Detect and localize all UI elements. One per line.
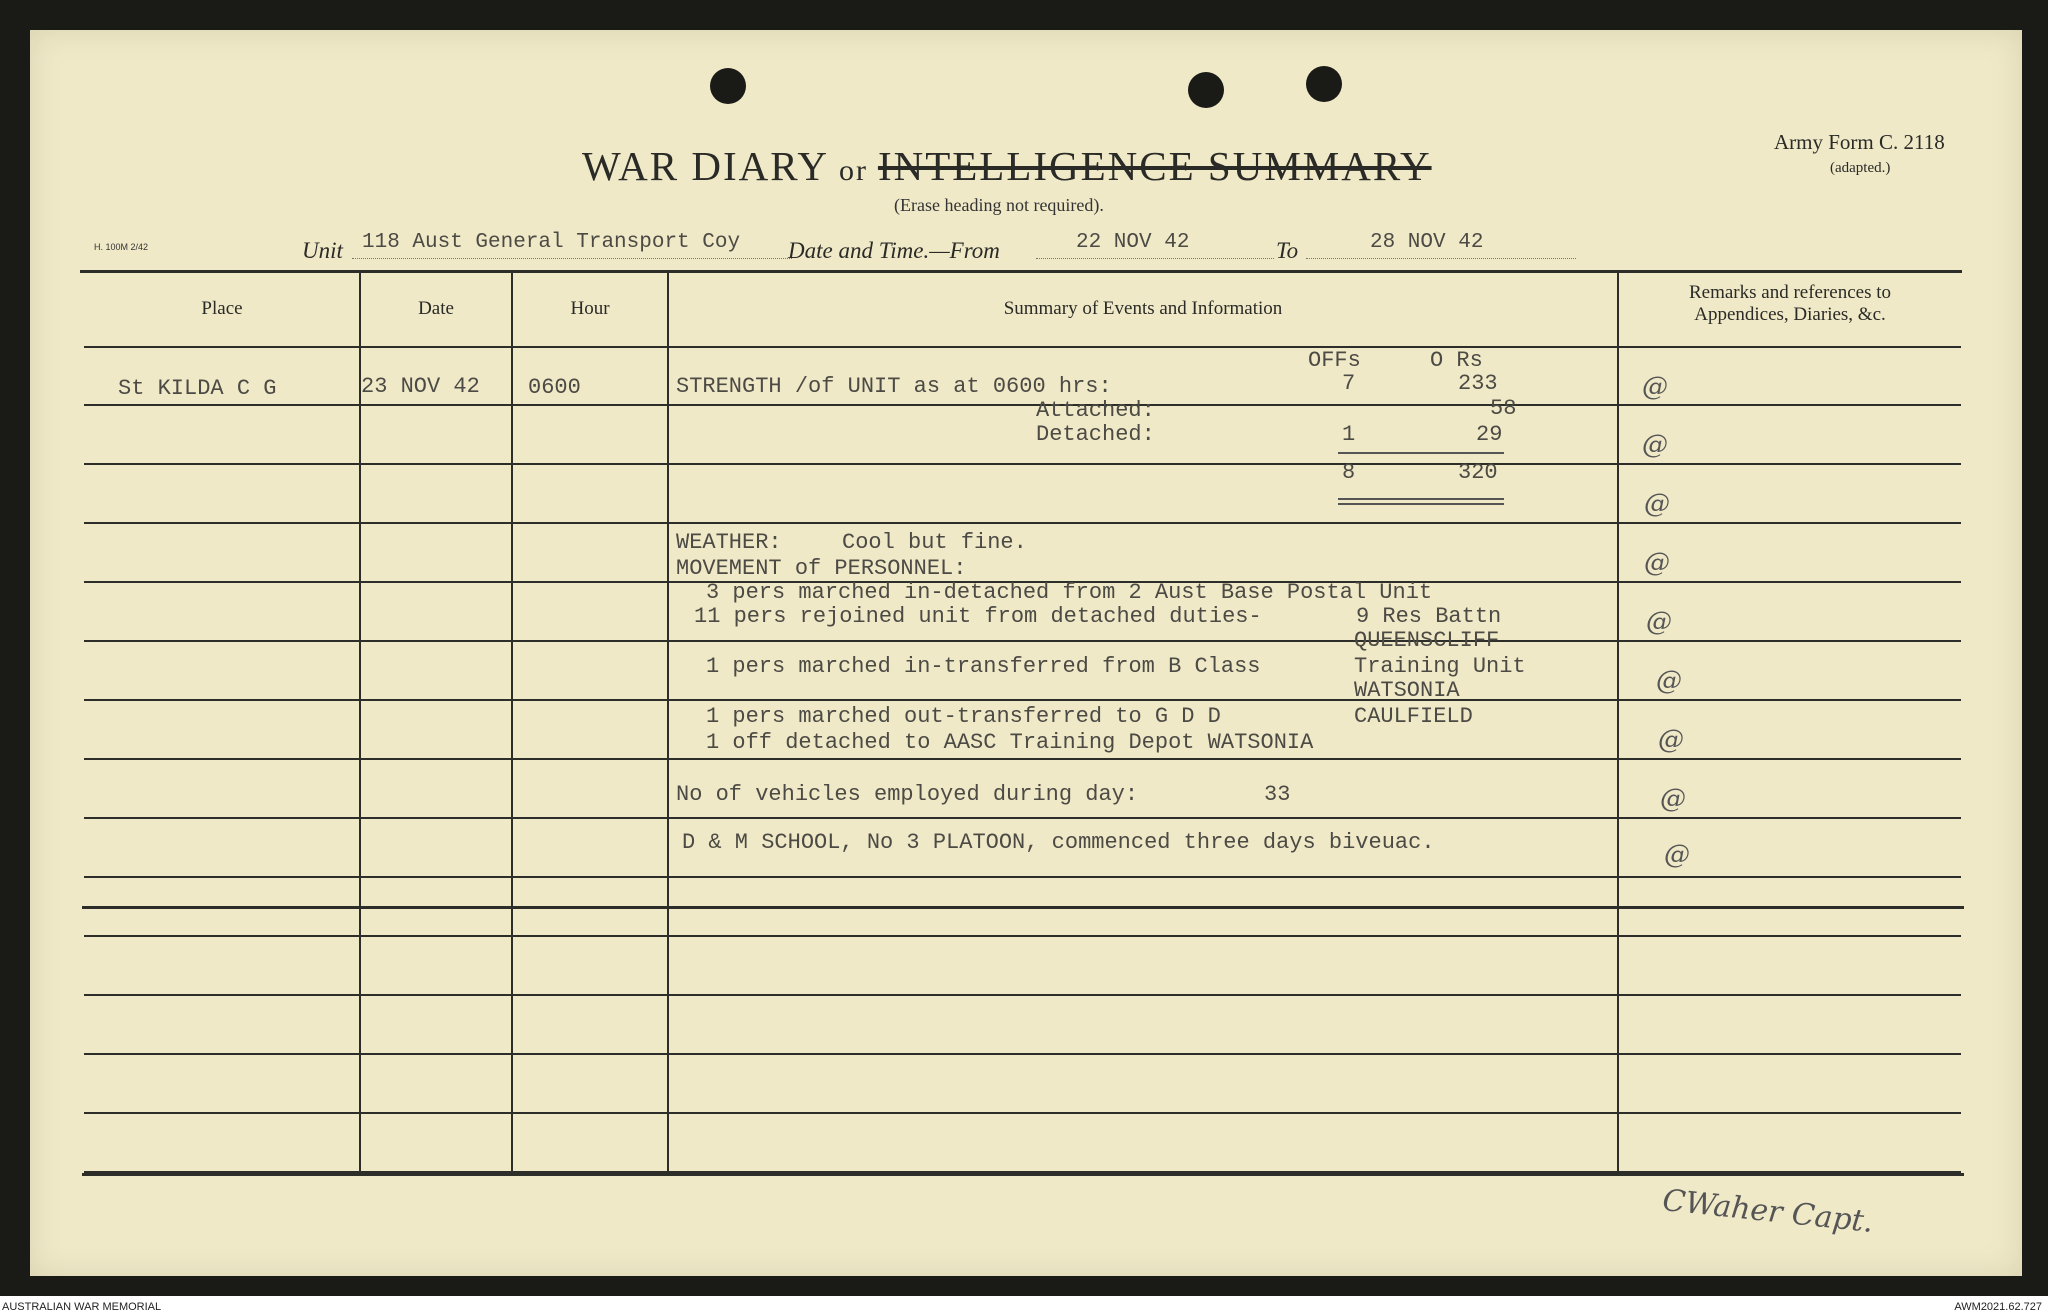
officer-signature: CWaher Capt. (1660, 1183, 1875, 1240)
col-head-remarks (1619, 282, 1961, 326)
summary-line-4: 1 pers marched out-transferred to G D D (706, 704, 1221, 729)
unit-dotted-line (352, 258, 792, 259)
war-diary-sheet (30, 30, 2022, 1276)
summary-line-2: 11 pers rejoined unit from detached duties- (694, 604, 1262, 629)
from-dotted-line (1036, 258, 1274, 259)
summary-line-3c: WATSONIA (1354, 678, 1460, 703)
summary-line-4b: CAULFIELD (1354, 704, 1473, 729)
to-label: To (1276, 238, 1299, 263)
table-row-rule (84, 994, 1961, 996)
table-row-rule (84, 935, 1961, 937)
total-double-rule (1338, 503, 1504, 505)
strength-label: STRENGTH /of UNIT as at 0600 hrs: (676, 374, 1112, 399)
remarks-heading-line2: Appendices, Diaries, &c. (1694, 304, 1886, 325)
title-or: or (838, 154, 868, 187)
footer-source: AUSTRALIAN WAR MEMORIAL (2, 1301, 162, 1313)
strength-col-ors: O Rs (1430, 348, 1483, 373)
movement-heading: MOVEMENT of PERSONNEL: (676, 556, 967, 581)
punch-hole (1306, 66, 1342, 102)
table-row-rule (84, 404, 1961, 406)
unit-label: Unit (302, 238, 343, 263)
entry-date: 23 NOV 42 (361, 374, 480, 399)
entry-hour: 0600 (528, 375, 581, 400)
table-row-rule (84, 346, 1961, 348)
erase-note: (Erase heading not required). (894, 195, 1104, 215)
table-row-rule (84, 1112, 1961, 1114)
remark-initial: @ (1644, 489, 1670, 519)
weather-label: WEATHER: (676, 530, 782, 555)
strength-ors: 233 (1458, 371, 1498, 396)
table-row-rule (84, 640, 1961, 642)
column-divider (511, 906, 513, 1171)
remark-initial: @ (1664, 840, 1690, 870)
summary-line-3: 1 pers marched in-transferred from B Class (706, 654, 1261, 679)
attached-label: Attached: (1036, 398, 1155, 423)
detached-offs: 1 (1342, 422, 1356, 447)
remark-initial: @ (1660, 784, 1686, 814)
remark-initial: @ (1646, 607, 1672, 637)
to-dotted-line (1306, 258, 1576, 259)
punch-hole (710, 68, 746, 104)
from-value: 22 NOV 42 (1076, 231, 1190, 254)
detached-label: Detached: (1036, 422, 1155, 447)
column-divider (359, 906, 361, 1171)
column-divider (511, 272, 513, 906)
attached-ors: 58 (1490, 396, 1517, 421)
table-row-rule (84, 758, 1961, 760)
column-divider (1617, 906, 1619, 1171)
summary-line-3b: Training Unit (1354, 654, 1526, 679)
vehicles-value: 33 (1264, 782, 1291, 807)
remark-initial: @ (1642, 430, 1668, 460)
army-form-adapted: (adapted.) (1830, 160, 1891, 176)
column-divider (667, 272, 669, 906)
entry-place: St KILDA C G (118, 376, 277, 401)
table-row-rule (84, 876, 1961, 878)
title-main: WAR DIARY (582, 143, 829, 189)
title-struck: INTELLIGENCE SUMMARY (877, 143, 1432, 189)
total-ors: 320 (1458, 460, 1498, 485)
column-divider (359, 272, 361, 906)
strength-col-offs: OFFs (1308, 348, 1361, 373)
table-end-rule (82, 1173, 1964, 1176)
total-offs: 8 (1342, 460, 1356, 485)
punch-hole (1188, 72, 1224, 108)
table-row-rule (84, 1053, 1961, 1055)
remarks-heading-line1: Remarks and references to (1688, 282, 1892, 303)
total-double-rule (1338, 498, 1504, 500)
summary-line-2c: QUEENSCLIFF (1354, 628, 1500, 653)
to-value: 28 NOV 42 (1370, 231, 1484, 254)
column-divider (1617, 272, 1619, 906)
col-head-summary: Summary of Events and Information (1003, 298, 1283, 319)
col-head-place: Place (201, 298, 243, 319)
detached-ors: 29 (1476, 422, 1503, 447)
col-head-date: Date (418, 298, 454, 319)
print-code: H. 100M 2/42 (94, 242, 149, 252)
remark-initial: @ (1658, 725, 1684, 755)
table-row-rule (84, 817, 1961, 819)
school-line: D & M SCHOOL, No 3 PLATOON, commenced three days biveuac. (682, 830, 1435, 855)
subtotal-rule (1338, 452, 1504, 454)
vehicles-label: No of vehicles employed during day: (676, 782, 1139, 807)
remark-initial: @ (1642, 372, 1668, 402)
form-title (582, 142, 1432, 190)
footer-accession: AWM2021.62.727 (1954, 1301, 2042, 1313)
table-row-rule (84, 522, 1961, 524)
table-top-rule (80, 270, 1962, 273)
army-form-number: Army Form C. 2118 (1774, 130, 1945, 154)
table-row-rule (84, 699, 1961, 701)
summary-line-1: 3 pers marched in-detached from 2 Aust Base Postal Unit (706, 580, 1433, 605)
col-head-hour: Hour (570, 298, 610, 319)
summary-line-2b: 9 Res Battn (1356, 604, 1502, 629)
table-row-rule (84, 463, 1961, 465)
strength-offs: 7 (1342, 371, 1356, 396)
table-bottom-rule (82, 906, 1964, 909)
remark-initial: @ (1656, 666, 1682, 696)
summary-line-5: 1 off detached to AASC Training Depot WATSONIA (706, 730, 1314, 755)
column-divider (667, 906, 669, 1171)
weather-value: Cool but fine. (842, 530, 1027, 555)
unit-value: 118 Aust General Transport Coy (362, 231, 741, 254)
remark-initial: @ (1644, 548, 1670, 578)
date-time-label: Date and Time.—From (788, 238, 1000, 263)
